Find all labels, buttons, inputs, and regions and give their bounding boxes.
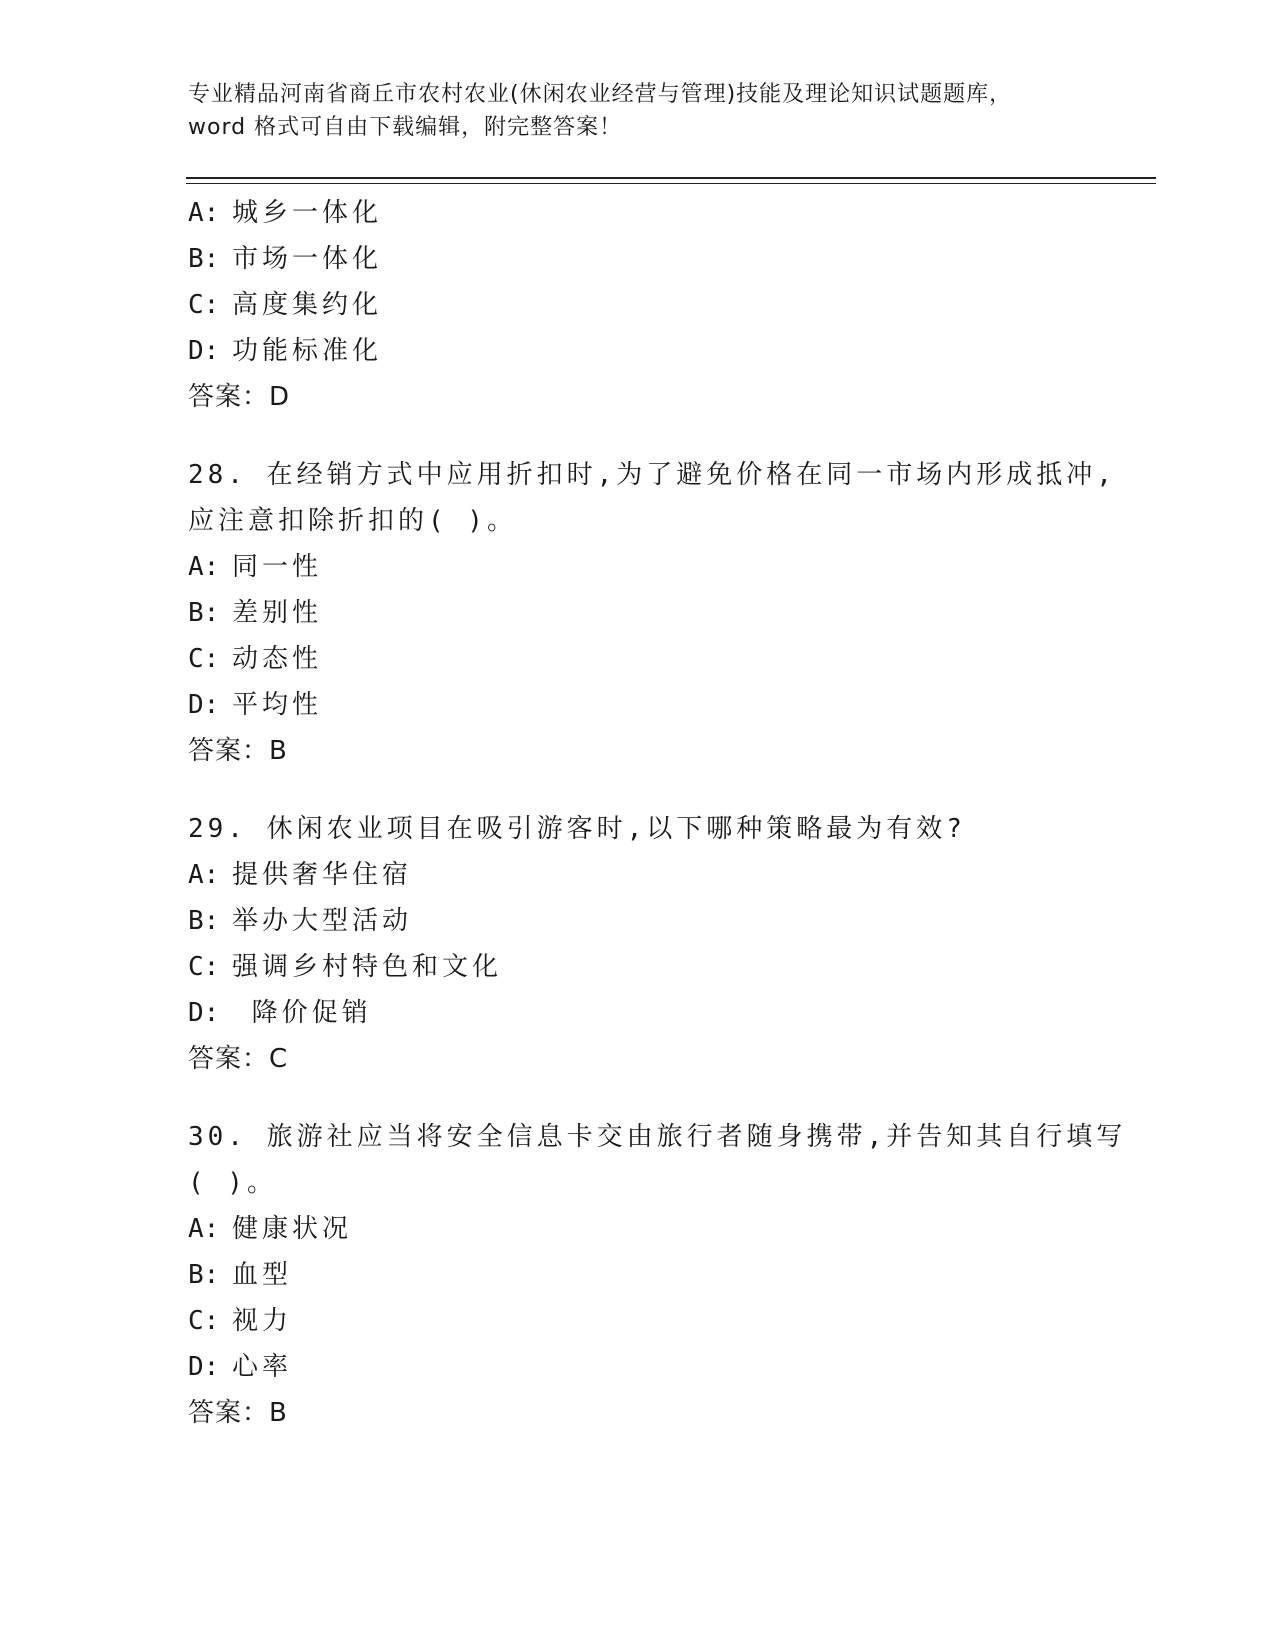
- header-line-2: word 格式可自由下载编辑，附完整答案！: [188, 115, 623, 140]
- option-text: 功能标准化: [232, 336, 383, 366]
- option-d: [188, 682, 1108, 728]
- option-d: [188, 328, 1108, 374]
- option-text: 血型: [232, 1260, 293, 1290]
- option-key: B:: [188, 906, 220, 936]
- option-key: D:: [188, 998, 220, 1028]
- question-block: [188, 806, 1108, 1082]
- option-a: [188, 1206, 1108, 1252]
- option-d: [188, 990, 1108, 1036]
- option-text: 健康状况: [232, 1214, 353, 1244]
- option-text: 强调乡村特色和文化: [232, 952, 503, 982]
- block-spacer: [188, 774, 1108, 806]
- question-text: 30. 旅游社应当将安全信息卡交由旅行者随身携带,并告知其自行填写: [188, 1122, 1127, 1152]
- question-block: [188, 190, 1108, 420]
- option-c: [188, 636, 1108, 682]
- option-key: B:: [188, 244, 220, 274]
- option-key: A:: [188, 198, 220, 228]
- question-block: [188, 1114, 1127, 1436]
- option-a: [188, 852, 1108, 898]
- header-divider: [186, 177, 1156, 184]
- block-spacer: [188, 1082, 1108, 1114]
- option-key: B:: [188, 1260, 220, 1290]
- question-text: 28. 在经销方式中应用折扣时,为了避免价格在同一市场内形成抵冲,: [188, 460, 1116, 490]
- option-text: 视力: [232, 1306, 293, 1336]
- option-c: [188, 1298, 1108, 1344]
- option-a: [188, 544, 1108, 590]
- document-header: [188, 78, 1088, 144]
- option-key: B:: [188, 598, 220, 628]
- option-b: [188, 236, 1108, 282]
- option-b: [188, 1252, 1108, 1298]
- option-text: 举办大型活动: [232, 906, 413, 936]
- option-text: 差别性: [232, 598, 323, 628]
- option-text: 高度集约化: [232, 290, 383, 320]
- option-key: D:: [188, 336, 220, 366]
- option-key: C:: [188, 644, 220, 674]
- option-c: [188, 282, 1108, 328]
- option-key: D:: [188, 1352, 220, 1382]
- answer-line: 答案：B: [188, 1398, 288, 1428]
- option-key: C:: [188, 290, 220, 320]
- block-spacer: [188, 420, 1108, 452]
- option-text: 降价促销: [232, 998, 372, 1028]
- option-key: D:: [188, 690, 220, 720]
- answer-line: 答案：B: [188, 736, 288, 766]
- option-key: A:: [188, 1214, 220, 1244]
- option-text: 平均性: [232, 690, 323, 720]
- answer-line: 答案：D: [188, 382, 291, 412]
- option-key: A:: [188, 860, 220, 890]
- option-text: 提供奢华住宿: [232, 860, 413, 890]
- answer-line: 答案：C: [188, 1044, 289, 1074]
- question-block: [188, 452, 1116, 774]
- question-text: 29. 休闲农业项目在吸引游客时,以下哪种策略最为有效?: [188, 814, 966, 844]
- option-b: [188, 898, 1108, 944]
- option-key: C:: [188, 952, 220, 982]
- option-key: C:: [188, 1306, 220, 1336]
- option-text: 同一性: [232, 552, 323, 582]
- option-a: [188, 190, 1108, 236]
- option-text: 城乡一体化: [232, 198, 383, 228]
- question-text: 应注意扣除折扣的( )。: [188, 506, 517, 536]
- option-text: 市场一体化: [232, 244, 383, 274]
- question-text: ( )。: [188, 1168, 277, 1198]
- option-c: [188, 944, 1108, 990]
- option-b: [188, 590, 1108, 636]
- option-text: 心率: [232, 1352, 293, 1382]
- question-list: [188, 190, 1127, 1436]
- header-line-1: 专业精品河南省商丘市农村农业(休闲农业经营与管理)技能及理论知识试题题库，: [188, 82, 1013, 107]
- option-key: A:: [188, 552, 220, 582]
- option-d: [188, 1344, 1108, 1390]
- option-text: 动态性: [232, 644, 323, 674]
